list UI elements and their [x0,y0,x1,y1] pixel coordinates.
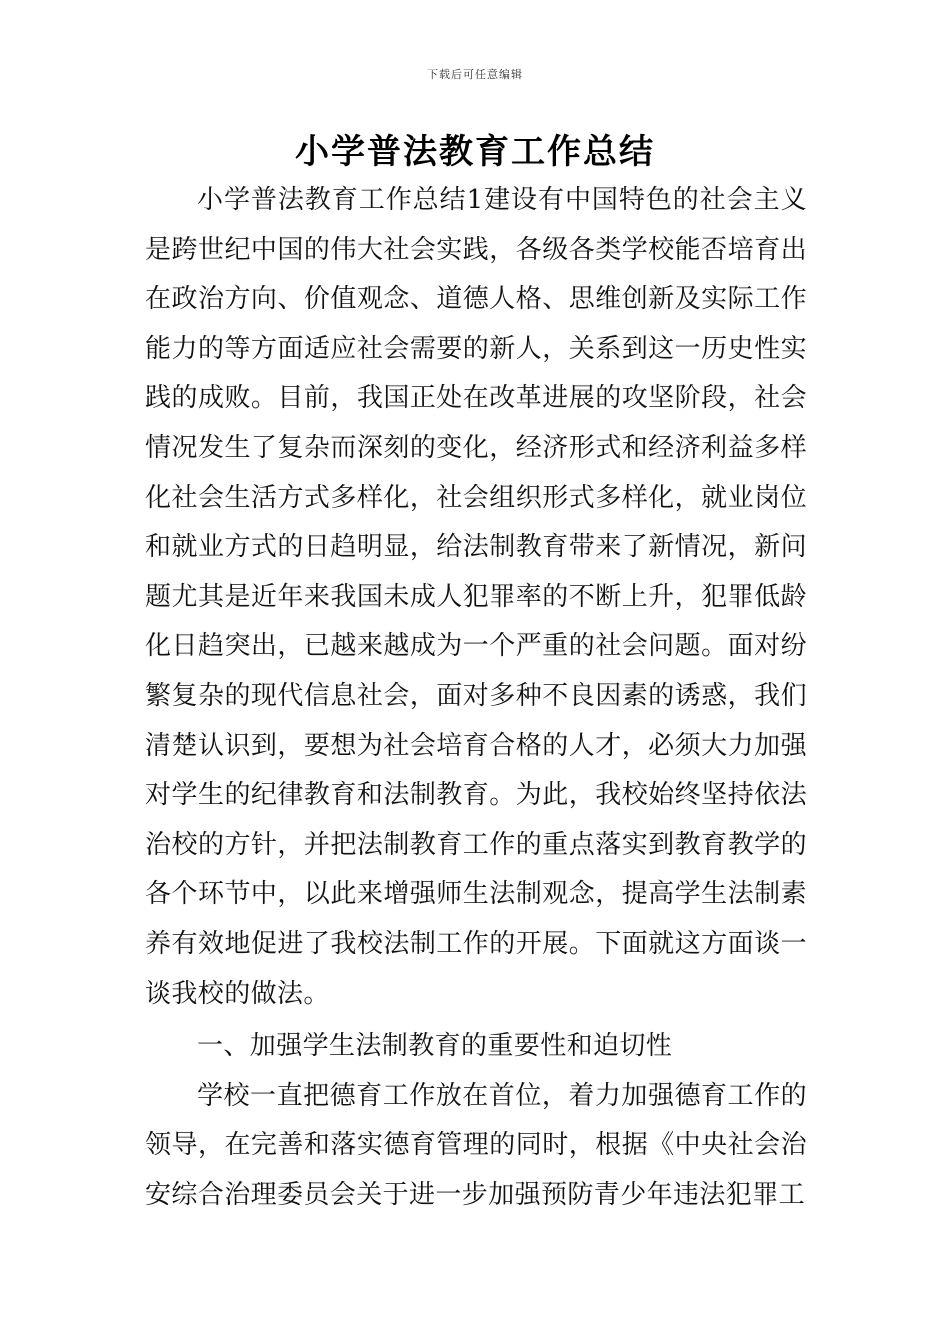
document-body [145,176,807,1220]
paragraph-section-1: 学校一直把德育工作放在首位，着力加强德育工作的领导，在完善和落实德育管理的同时，根据《中央社会治安综合治理委员会关于进一步加强预防青少年违法犯罪工 [145,1080,807,1210]
header-note: 下载后可任意编辑 [427,68,523,81]
paragraph-intro: 小学普法教育工作总结1建设有中国特色的社会主义是跨世纪中国的伟大社会实践，各级各类学校能否培育出在政治方向、价值观念、道德人格、思维创新及实际工作能力的等方面适应社会需要的新人，关系到这一历史性实践的成败。目前，我国正处在改革进展的攻坚阶段，社会情况发生了复杂而深刻的变化，经济形式和经济利益多样化社会生活方式多样化，社会组织形式多样化，就业岗位和就业方式的日趋明显，给法制教育带来了新情况，新问题尤其是近年来我国未成人犯罪率的不断上升，犯罪低龄化日趋突出，已越来越成为一个严重的社会问题。面对纷繁复杂的现代信息社会，面对多种不良因素的诱惑，我们清楚认识到，要想为社会培育合格的人才，必须大力加强对学生的纪律教育和法制教育。为此，我校始终坚持依法治校的方针，并把法制教育工作的重点落实到教育教学的各个环节中，以此来增强师生法制观念，提高学生法制素养有效地促进了我校法制工作的开展。下面就这方面谈一谈我校的做法。 [145,185,807,1009]
document-title: 小学普法教育工作总结 [295,132,655,172]
section-heading-1: 一、加强学生法制教育的重要性和迫切性 [197,1031,673,1062]
